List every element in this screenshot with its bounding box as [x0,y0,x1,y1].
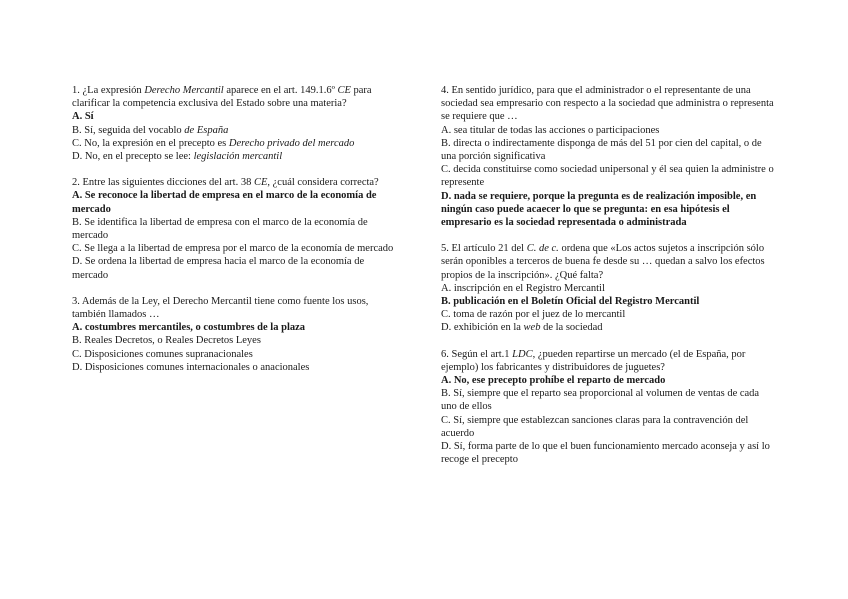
question-stem: 3. Además de la Ley, el Derecho Mercantil tiene como fuente los usos, también llamados … [72,295,369,321]
question-6 [441,348,775,467]
question-4 [441,84,775,229]
option-d-correct: D. nada se requiere, porque la pregunta es de realización imposible, en ningún caso puede acaecer lo que se pregunta: en esa hipótesis el empresario es la sociedad representada o administrada [441,190,757,229]
question-2 [72,176,394,282]
question-stem: 5. El artículo 21 del C. de c. ordena que «Los actos sujetos a inscripción sólo serán oponibles a terceros de buena fe desde su … quedan a salvo los efectos propios de la inscripción». ¿Qué falta? [441,243,765,281]
option-c: C. No, la expresión en el precepto es Derecho privado del mercado [72,137,355,149]
option-c: C. Sí, siempre que establezcan sanciones claras para la contravención del acuerdo [441,414,749,439]
option-b: B. Sí, siempre que el reparto sea proporcional al volumen de ventas de cada uno de ellos [441,388,760,413]
option-b: B. Sí, seguida del vocablo de España [72,124,229,136]
option-b: B. directa o indirectamente disponga de más del 51 por cien del capital, o de una porción significativa [441,137,762,163]
option-b: B. Reales Decretos, o Reales Decretos Leyes [72,335,261,347]
option-a-correct: A. Se reconoce la libertad de empresa en el marco de la economía de mercado [72,190,377,215]
stem-italic: CE [337,85,351,96]
stem-italic: Derecho Mercantil [144,85,224,96]
question-stem: 4. En sentido jurídico, para que el administrador o el representante de una sociedad sea empresario con respecto a la sociedad que administra o representa se requiere que … [441,85,774,123]
question-5 [441,242,775,334]
option-a-correct: A. No, ese precepto prohíbe el reparto de mercado [441,375,666,387]
option-d: D. No, en el precepto se lee: legislación mercantil [72,151,283,163]
option-d: D. Disposiciones comunes internacionales o anacionales [72,361,310,373]
question-stem: 6. Según el art.1 LDC, ¿pueden repartirse un mercado (el de España, por ejemplo) los fabricantes y distribuidores de juguetes? [441,348,746,373]
question-stem [72,84,394,110]
option-c: C. decida constituirse como sociedad unipersonal y él sea quien la administre o represente [441,164,774,189]
question-3 [72,295,394,374]
option-a: A. sea titular de todas las acciones o participaciones [441,124,660,136]
option-a-correct: A. Sí [72,111,94,123]
option-c: C. Se llega a la libertad de empresa por el marco de la economía de mercado [72,243,394,255]
option-d: D. exhibición en la web de la sociedad [441,322,603,334]
option-a-correct: A. costumbres mercantiles, o costumbres de la plaza [72,322,306,334]
right-column [441,84,775,479]
option-b: B. Se identifica la libertad de empresa con el marco de la economía de mercado [72,216,368,242]
question-stem: 2. Entre las siguientes dicciones del art. 38 CE, ¿cuál considera correcta? [72,177,379,189]
option-c: C. toma de razón por el juez de lo mercantil [441,309,626,321]
left-column [72,84,394,387]
option-a: A. inscripción en el Registro Mercantil [441,282,605,294]
option-b-correct: B. publicación en el Boletín Oficial del Registro Mercantil [441,296,700,308]
option-d: D. Sí, forma parte de lo que el buen funcionamiento mercado aconseja y así lo recoge el precepto [441,441,770,466]
stem-text: aparece en el art. 149.1.6º [223,85,338,96]
option-c: C. Disposiciones comunes supranacionales [72,348,253,360]
question-1 [72,84,394,163]
stem-text: para clarificar la competencia exclusiva del Estado sobre una materia? [72,85,372,110]
option-d: D. Se ordena la libertad de empresa hacia el marco de la economía de mercado [72,256,365,281]
stem-text: 1. ¿La expresión [72,85,145,96]
